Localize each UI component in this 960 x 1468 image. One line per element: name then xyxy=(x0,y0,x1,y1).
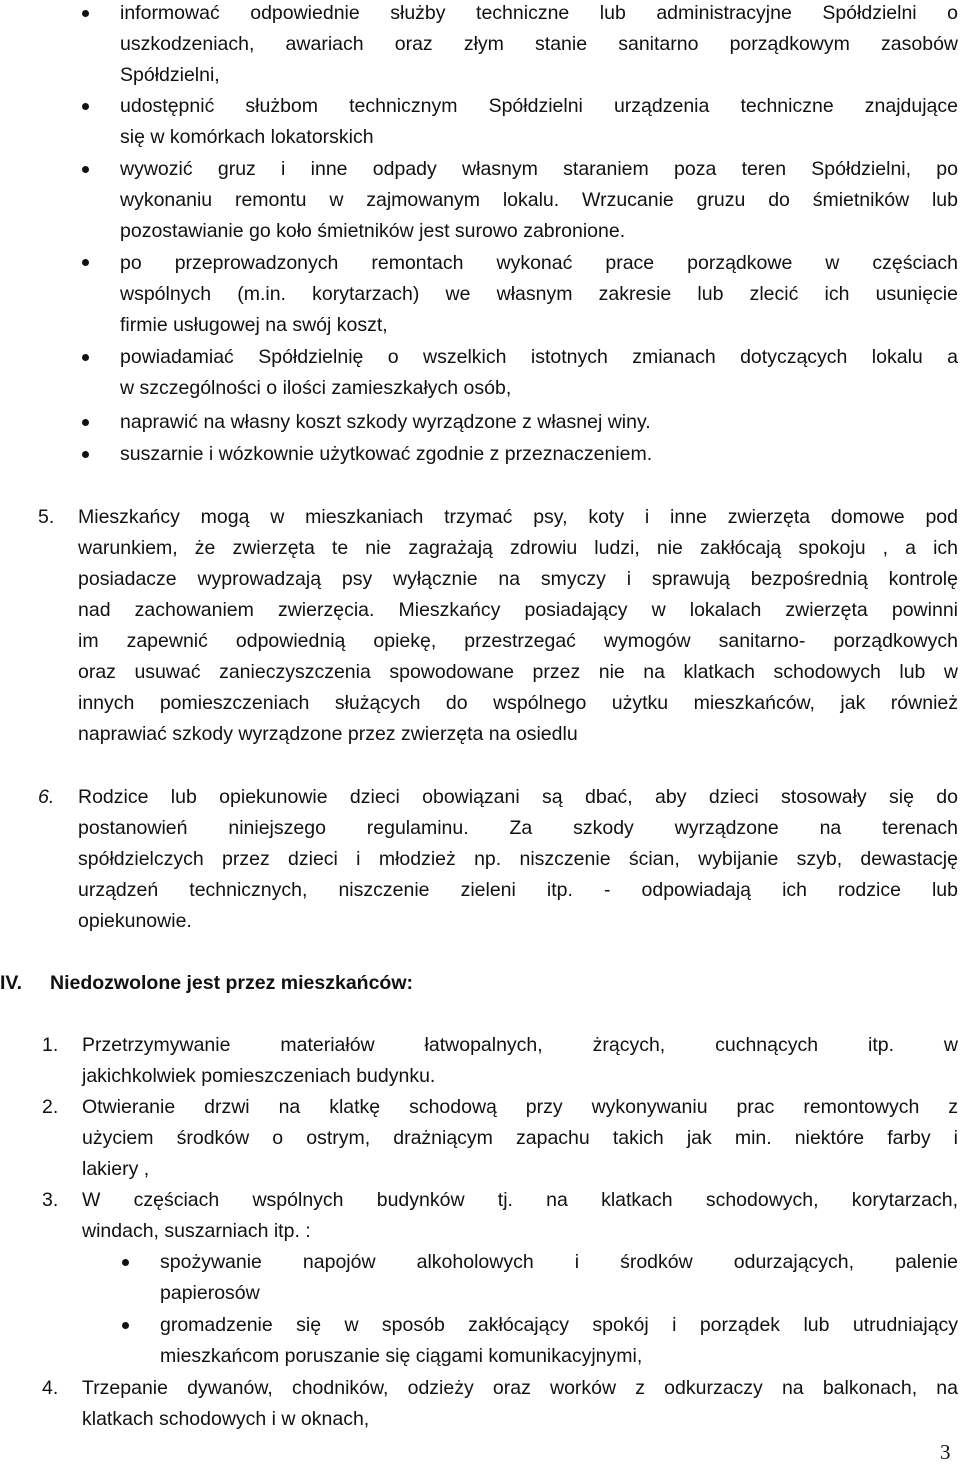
paragraph-line: spółdzielczych przez dzieci i młodzież np. niszczenie ścian, wybijanie szyb, dewastację xyxy=(78,848,958,870)
list-item-line: windach, suszarniach itp. : xyxy=(82,1220,311,1242)
list-item-line: suszarnie i wózkownie użytkować zgodnie z przeznaczeniem. xyxy=(120,443,653,465)
list-item-line: W częściach wspólnych budynków tj. na klatkach schodowych, korytarzach, xyxy=(82,1189,958,1211)
sublist-item-line: papierosów xyxy=(160,1282,260,1304)
list-item-line: się w komórkach lokatorskich xyxy=(120,126,374,148)
list-item-line: pozostawianie go koło śmietników jest surowo zabronione. xyxy=(120,220,626,242)
list-item-line: powiadamiać Spółdzielnię o wszelkich istotnych zmianach dotyczących lokalu a xyxy=(120,346,958,368)
sublist-item-line: gromadzenie się w sposób zakłócający spokój i porządek lub utrudniający xyxy=(160,1314,958,1336)
list-number: 2. xyxy=(42,1096,59,1118)
list-item-line: wspólnych (m.in. korytarzach) we własnym zakresie lub zlecić ich usunięcie xyxy=(120,283,958,305)
paragraph-line: nad zachowaniem zwierzęcia. Mieszkańcy posiadający w lokalach zwierzęta powinni xyxy=(78,599,958,621)
list-item-line: Trzepanie dywanów, chodników, odzieży oraz worków z odkurzaczy na balkonach, na xyxy=(82,1377,958,1399)
list-item-line: Otwieranie drzwi na klatkę schodową przy wykonywaniu prac remontowych z xyxy=(82,1096,958,1118)
bullet-icon xyxy=(82,354,89,361)
paragraph-line: warunkiem, że zwierzęta te nie zagrażają zdrowiu ludzi, nie zakłócają spokoju , a ich xyxy=(78,537,958,559)
sublist-item-line: mieszkańcom poruszanie się ciągami komunikacyjnymi, xyxy=(160,1345,643,1367)
bullet-icon xyxy=(82,419,89,426)
paragraph-line: Rodzice lub opiekunowie dzieci obowiązani są dbać, aby dzieci stosowały się do xyxy=(78,786,958,808)
list-item-line: jakichkolwiek pomieszczeniach budynku. xyxy=(82,1065,436,1087)
list-item-line: w szczególności o ilości zamieszkałych osób, xyxy=(120,377,512,399)
list-item-line: naprawić na własny koszt szkody wyrządzone z własnej winy. xyxy=(120,411,651,433)
bullet-icon xyxy=(82,10,89,17)
list-item-line: lakiery , xyxy=(82,1158,150,1180)
list-item-line: po przeprowadzonych remontach wykonać prace porządkowe w częściach xyxy=(120,252,958,274)
bullet-icon xyxy=(82,103,89,110)
paragraph-number: 5. xyxy=(38,506,55,528)
list-item-line: informować odpowiednie służby techniczne lub administracyjne Spółdzielni o xyxy=(120,2,958,24)
paragraph-line: Mieszkańcy mogą w mieszkaniach trzymać psy, koty i inne zwierzęta domowe pod xyxy=(78,506,958,528)
bullet-icon xyxy=(122,1259,129,1266)
list-item-line: firmie usługowej na swój koszt, xyxy=(120,314,388,336)
bullet-icon xyxy=(122,1322,129,1329)
list-item-line: Przetrzymywanie materiałów łatwopalnych, żrących, cuchnących itp. w xyxy=(82,1034,958,1056)
list-item-line: klatkach schodowych i w oknach, xyxy=(82,1408,370,1430)
list-number: 3. xyxy=(42,1189,59,1211)
page-number: 3 xyxy=(940,1440,951,1464)
list-item-line: wykonaniu remontu w zajmowanym lokalu. Wrzucanie gruzu do śmietników lub xyxy=(120,189,958,211)
bullet-icon xyxy=(82,166,89,173)
list-item-line: użyciem środków o ostrym, drażniącym zapachu takich jak min. niektóre farby i xyxy=(82,1127,958,1149)
list-item-line: uszkodzeniach, awariach oraz złym stanie sanitarno porządkowym zasobów xyxy=(120,33,958,55)
paragraph-line: innych pomieszczeniach służących do wspólnego użytku mieszkańców, jak również xyxy=(78,692,958,714)
paragraph-line: opiekunowie. xyxy=(78,910,192,932)
paragraph-line: urządzeń technicznych, niszczenie zieleni itp. - odpowiadają ich rodzice lub xyxy=(78,879,958,901)
bullet-icon xyxy=(82,451,89,458)
paragraph-line: oraz usuwać zanieczyszczenia spowodowane przez nie na klatkach schodowych lub w xyxy=(78,661,958,683)
bullet-icon xyxy=(82,259,89,266)
list-number: 4. xyxy=(42,1377,59,1399)
section-number: IV. xyxy=(0,972,23,994)
list-item-line: udostępnić służbom technicznym Spółdzielni urządzenia techniczne znajdujące xyxy=(120,95,958,117)
paragraph-line: postanowień niniejszego regulaminu. Za szkody wyrządzone na terenach xyxy=(78,817,958,839)
paragraph-line: posiadacze wyprowadzają psy wyłącznie na smyczy i sprawują bezpośrednią kontrolę xyxy=(78,568,958,590)
paragraph-number: 6. xyxy=(38,786,55,808)
list-number: 1. xyxy=(42,1034,59,1056)
list-item-line: wywozić gruz i inne odpady własnym staraniem poza teren Spółdzielni, po xyxy=(120,158,958,180)
paragraph-line: im zapewnić odpowiednią opiekę, przestrzegać wymogów sanitarno- porządkowych xyxy=(78,630,958,652)
paragraph-line: naprawiać szkody wyrządzone przez zwierzęta na osiedlu xyxy=(78,723,578,745)
sublist-item-line: spożywanie napojów alkoholowych i środków odurzających, palenie xyxy=(160,1251,958,1273)
list-item-line: Spółdzielni, xyxy=(120,64,220,86)
section-heading: Niedozwolone jest przez mieszkańców: xyxy=(50,972,413,994)
